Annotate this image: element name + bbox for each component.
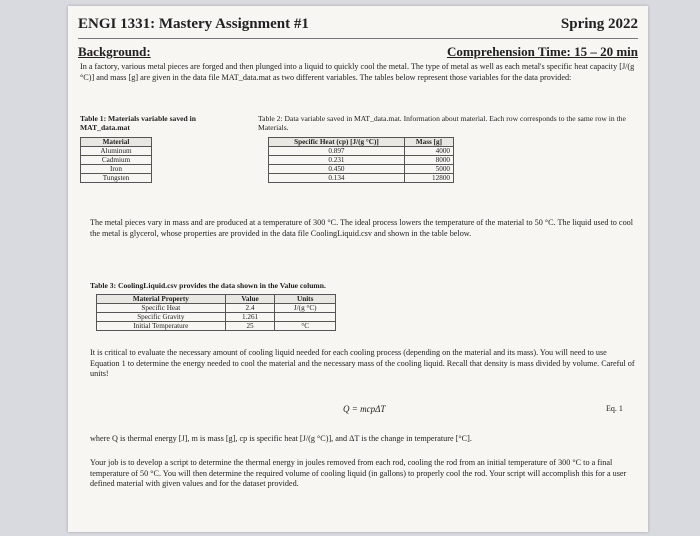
- comprehension-time: Comprehension Time: 15 – 20 min: [446, 44, 638, 59]
- mass-cell: 8000: [404, 156, 453, 165]
- background-label: Background:: [78, 44, 151, 59]
- mass-cell: 4000: [404, 147, 453, 156]
- property-cell: Specific Gravity: [97, 313, 226, 322]
- paragraph-process: The metal pieces vary in mass and are produced at a temperature of 300 °C. The ideal process lowers the temperature of the material to 50 °C. The liquid used to cool the metal is glycerol, whose properties are provided in the data file CoolingLiquid.csv and shown in the table below.: [90, 218, 634, 238]
- document-page: [68, 6, 648, 532]
- material-cell: Tungsten: [81, 174, 152, 183]
- paragraph-critical: It is critical to evaluate the necessary amount of cooling liquid needed for each cooling process (depending on the material and its mass). You will need to use Equation 1 to determine the energy needed to cool the material and the necessary mass of the cooling liquid. Recall that density is mass divided by volume. Careful of units!: [90, 348, 635, 378]
- value-header: Value: [225, 295, 275, 304]
- units-cell: J/(g °C): [275, 304, 336, 313]
- value-cell: 2.4: [225, 304, 275, 313]
- paragraph-where: where Q is thermal energy [J], m is mass [g], cp is specific heat [J/(g °C)], and ΔT is the change in temperature [°C].: [90, 434, 472, 443]
- table3-caption: Table 3: CoolingLiquid.csv provides the data shown in the Value column.: [90, 281, 326, 290]
- specific-heat-cell: 0.231: [269, 156, 405, 165]
- specific-heat-header: Specific Heat (cp) [J/(g °C)]: [269, 138, 405, 147]
- property-header: Material Property: [97, 295, 226, 304]
- property-cell: Initial Temperature: [97, 322, 226, 331]
- course-title: ENGI 1331: Mastery Assignment #1: [78, 15, 309, 32]
- units-cell: [275, 313, 336, 322]
- value-cell: 1.261: [225, 313, 275, 322]
- materials-table: [80, 137, 152, 183]
- mass-cell: 12800: [404, 174, 453, 183]
- value-cell: 25: [225, 322, 275, 331]
- background-heading-row: [78, 44, 638, 60]
- material-cell: Aluminum: [81, 147, 152, 156]
- property-cell: Specific Heat: [97, 304, 226, 313]
- data-table: [268, 137, 454, 183]
- mass-cell: 5000: [404, 165, 453, 174]
- materials-header: Material: [81, 138, 152, 147]
- equation-1: Q = mcpΔT: [343, 404, 386, 414]
- table2-caption: Table 2: Data variable saved in MAT_data.mat. Information about material. Each row corresponds to the same row in the Materials.: [258, 114, 626, 132]
- specific-heat-cell: 0.134: [269, 174, 405, 183]
- equation-label: Eq. 1: [606, 404, 623, 413]
- material-cell: Cadmium: [81, 156, 152, 165]
- page-header: [78, 10, 638, 39]
- term: Spring 2022: [560, 15, 638, 32]
- units-cell: °C: [275, 322, 336, 331]
- material-cell: Iron: [81, 165, 152, 174]
- specific-heat-cell: 0.450: [269, 165, 405, 174]
- cooling-liquid-table: [96, 294, 336, 331]
- table1-caption: Table 1: Materials variable saved in MAT_data.mat: [80, 114, 196, 132]
- mass-header: Mass [g]: [404, 138, 453, 147]
- units-header: Units: [275, 295, 336, 304]
- specific-heat-cell: 0.897: [269, 147, 405, 156]
- paragraph-job: Your job is to develop a script to determine the thermal energy in joules removed from each rod, cooling the rod from an initial temperature of 300 °C to a final temperature of 50 °C. You will then determine the required volume of cooling liquid (in gallons) to properly cool the rod. Your script will accomplish this for a user defined material with given values and for the dataset provided.: [90, 458, 627, 488]
- intro-paragraph: In a factory, various metal pieces are forged and then plunged into a liquid to quickly cool the metal. The type of metal as well as each metal's specific heat capacity [J/(g °C)] and mass [g] are given in the data file MAT_data.mat as two different variables. The tables below represent those variables for the data provided:: [80, 62, 635, 82]
